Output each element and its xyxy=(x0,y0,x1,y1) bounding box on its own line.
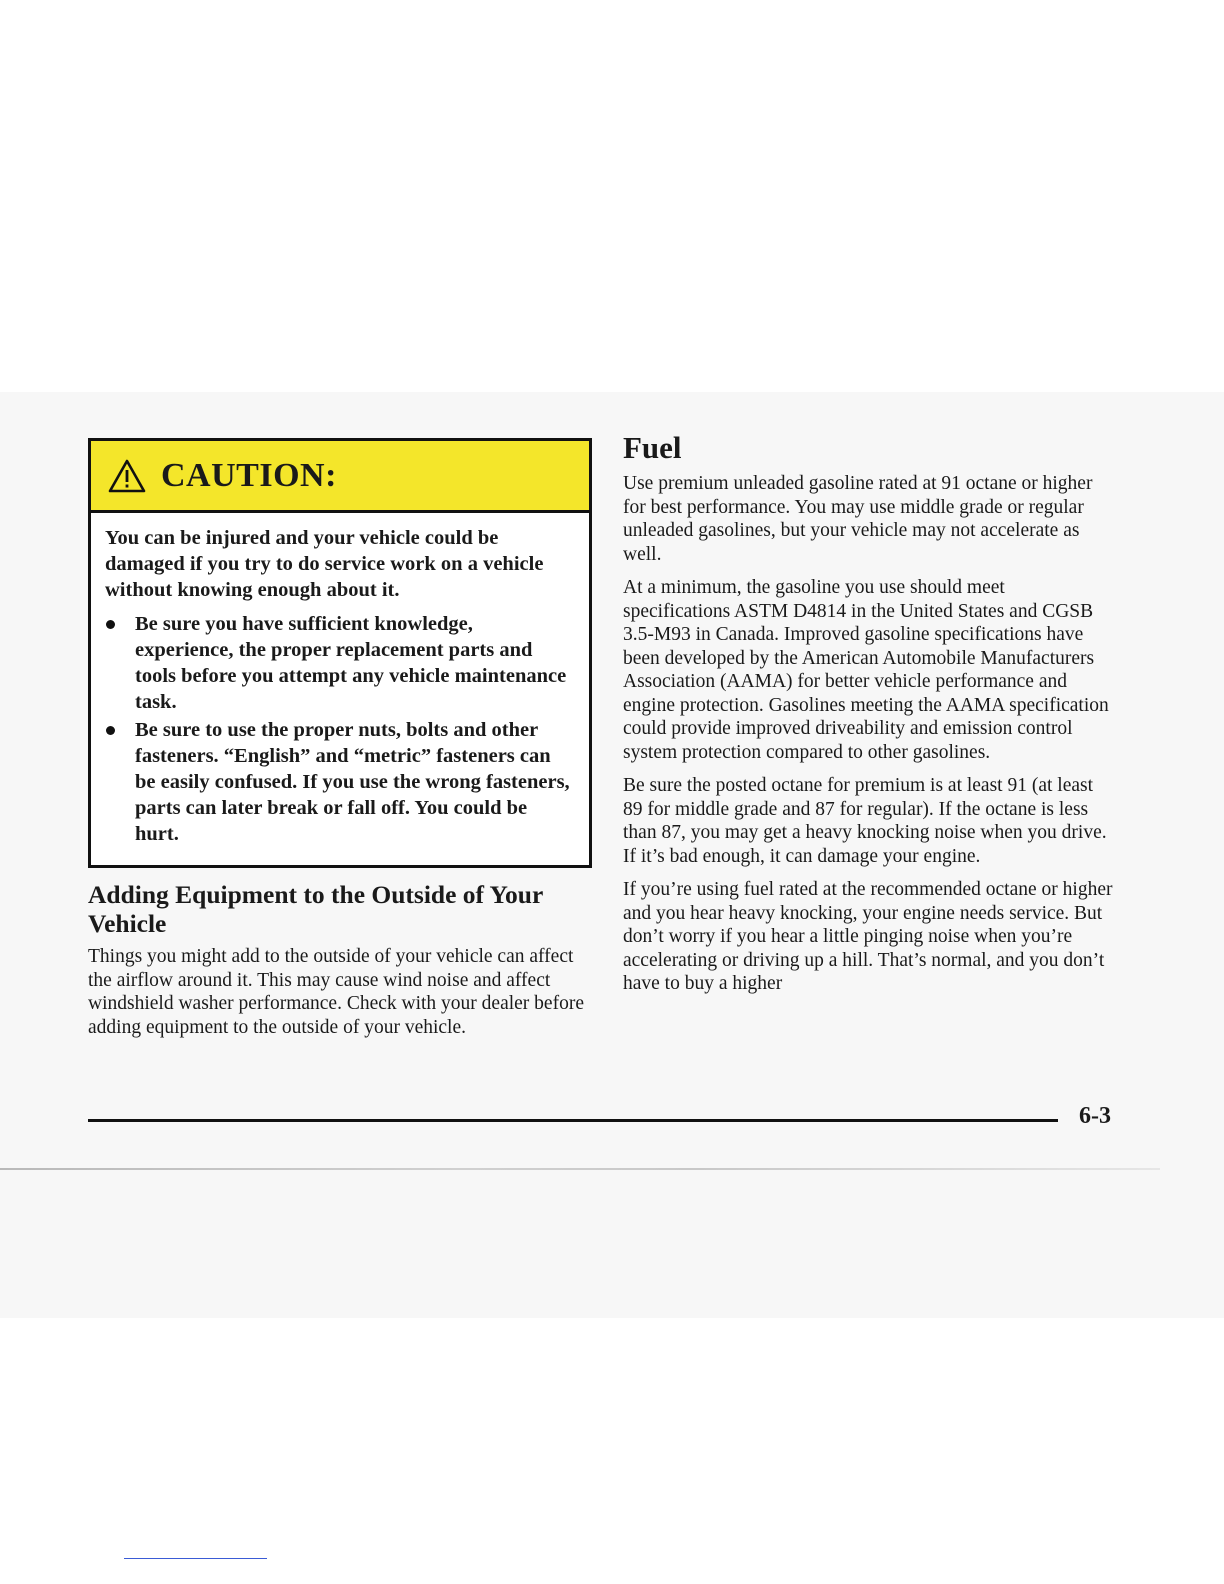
bottom-divider xyxy=(124,1558,267,1559)
fuel-heading: Fuel xyxy=(623,430,682,465)
equipment-paragraph: Things you might add to the outside of your vehicle can affect the airflow around it. This may cause wind noise and affect windshield washer performance. Check with your dealer before adding equipment to the outside of your vehicle. xyxy=(88,946,584,1038)
bullet-icon xyxy=(106,726,115,735)
bullet-icon xyxy=(106,620,115,629)
caution-bullet-text: Be sure you have sufficient knowledge, experience, the proper replacement parts and tools before you attempt any vehicle maintenance task. xyxy=(135,613,567,713)
caution-box xyxy=(88,438,592,868)
page-number: 6-3 xyxy=(1079,1103,1111,1129)
equipment-heading: Adding Equipment to the Outside of Your Vehicle xyxy=(88,880,543,938)
fuel-paragraph: Be sure the posted octane for premium is at least 91 (at least 89 for middle grade and 87 for regular). If the octane is less than 87, you may get a heavy knocking noise when you drive. If it’s bad enough, it can damage your engine. xyxy=(623,775,1107,867)
caution-header xyxy=(91,441,589,513)
caution-title: CAUTION: xyxy=(161,456,337,494)
warning-triangle-icon xyxy=(107,458,147,494)
footer-rule xyxy=(88,1119,1058,1122)
caution-bullet-text: Be sure to use the proper nuts, bolts and other fasteners. “English” and “metric” fasteners can be easily confused. If you use the wrong fasteners, parts can later break or fall off. You could be hurt. xyxy=(135,719,570,845)
fuel-paragraph: Use premium unleaded gasoline rated at 91 octane or higher for best performance. You may use middle grade or regular unleaded gasolines, but your vehicle may not accelerate as well. xyxy=(623,473,1093,565)
caution-intro: You can be injured and your vehicle could be damaged if you try to do service work on a vehicle without knowing enough about it. xyxy=(105,527,544,601)
fuel-paragraph: If you’re using fuel rated at the recommended octane or higher and you hear heavy knocking, your engine needs service. But don’t worry if you hear a little pinging noise when you’re accelerating or driving up a hill. That’s normal, and you don’t have to buy a higher xyxy=(623,879,1113,994)
caution-body xyxy=(91,513,589,847)
fuel-body xyxy=(623,472,1115,1006)
caution-bullet-item xyxy=(105,717,575,847)
caution-bullet-item xyxy=(105,611,575,715)
caution-list xyxy=(105,611,575,847)
fuel-paragraph: At a minimum, the gasoline you use should meet specifications ASTM D4814 in the United States and CGSB 3.5-M93 in Canada. Improved gasoline specifications have been developed by the American Automobile Manufacturers Association (AAMA) for better vehicle performance and engine protection. Gasolines meeting the AAMA specification could provide improved driveability and emission control system protection compared to other gasolines. xyxy=(623,577,1109,763)
scan-edge-line xyxy=(0,1168,1160,1170)
